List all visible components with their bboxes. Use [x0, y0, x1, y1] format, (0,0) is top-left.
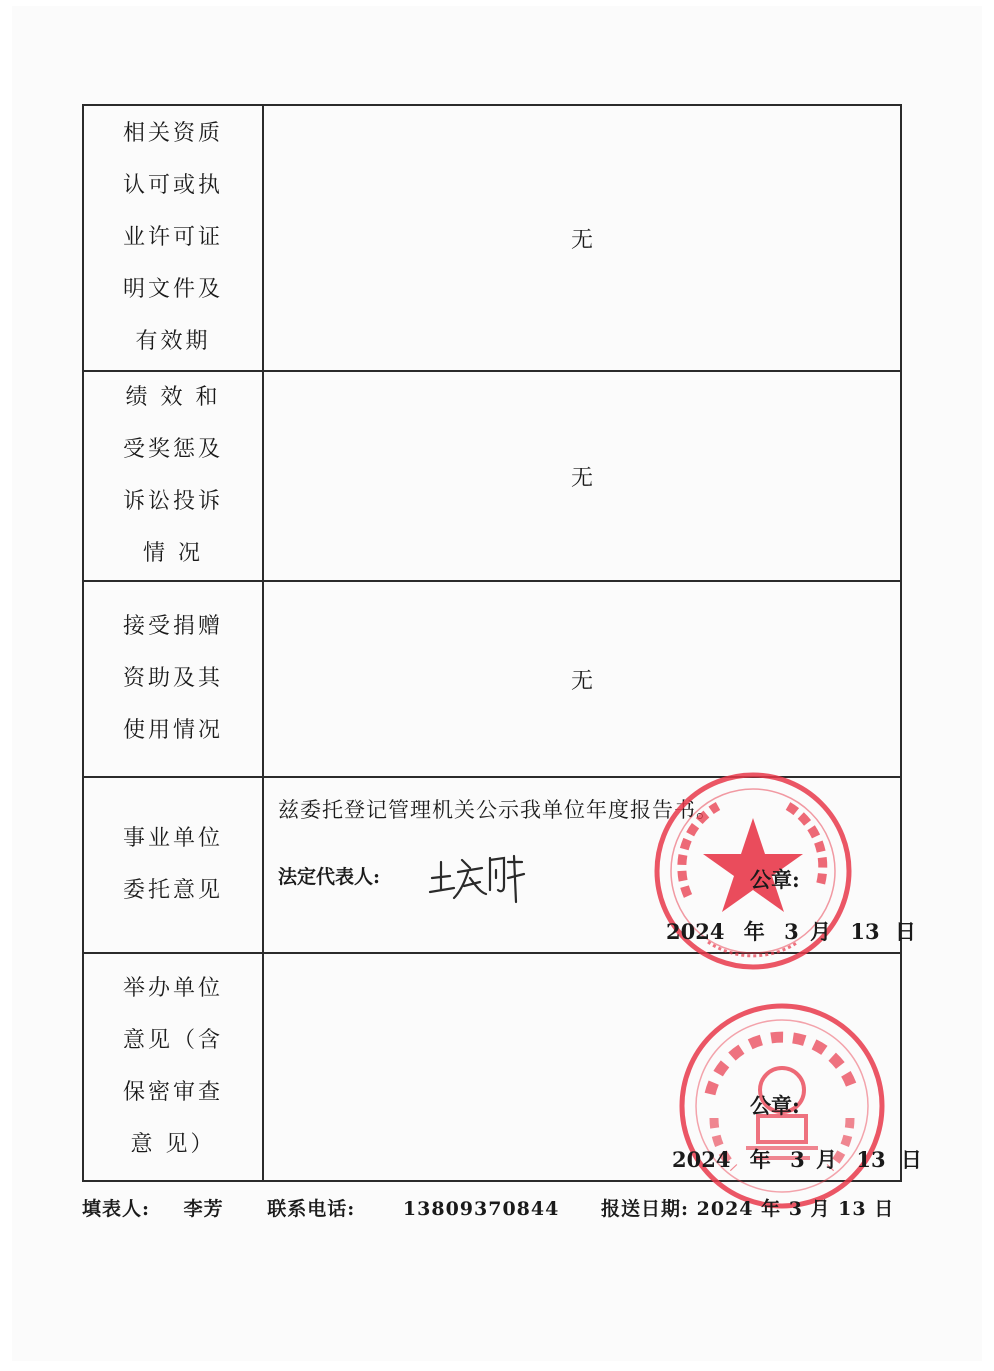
- label-line: 诉讼投诉: [122, 489, 223, 514]
- label-line: 认可或执: [122, 173, 223, 198]
- date-day: 13: [850, 919, 880, 944]
- filler-name: 李芳: [183, 1198, 224, 1220]
- sponsor-date: [672, 1144, 922, 1174]
- report-form-table: [82, 104, 922, 1182]
- label-line: 举办单位: [122, 976, 223, 1001]
- row-qualification: [83, 105, 901, 371]
- sponsor-seal-label: 公章:: [750, 1093, 800, 1118]
- date-month: 3: [790, 1147, 805, 1172]
- value-qualification: 无: [263, 105, 901, 371]
- label-line: 事业单位: [122, 826, 223, 851]
- report-date-label: 报送日期:: [600, 1198, 689, 1220]
- label-line: 委托意见: [122, 878, 223, 903]
- date-month-unit: 月: [816, 1147, 838, 1172]
- label-line: 明文件及: [122, 277, 223, 302]
- date-year: 2024: [672, 1147, 731, 1172]
- label-line: 意 见）: [130, 1132, 216, 1157]
- label-line: 绩 效 和: [125, 385, 221, 410]
- label-line: 受奖惩及: [122, 437, 223, 462]
- label-line: 意见（含: [122, 1028, 223, 1053]
- phone-number: 13809370844: [402, 1198, 560, 1220]
- label-line: 使用情况: [122, 718, 223, 743]
- date-day-unit: 日: [900, 1147, 922, 1172]
- date-year-unit: 年: [749, 1147, 771, 1172]
- row-donations: [83, 581, 901, 777]
- date-day: 13: [856, 1147, 886, 1172]
- label-line: 相关资质: [122, 121, 223, 146]
- date-year: 2024: [666, 919, 725, 944]
- report-date: 2024 年 3 月 13 日: [696, 1198, 895, 1220]
- label-sponsor: [83, 953, 263, 1181]
- row-sponsor: [83, 953, 901, 1181]
- delegation-statement: 兹委托登记管理机关公示我单位年度报告书。: [278, 798, 718, 822]
- value-donations: 无: [263, 581, 901, 777]
- form-footer: [82, 1194, 894, 1221]
- label-donations: [83, 581, 263, 777]
- date-year-unit: 年: [743, 919, 765, 944]
- signature: [424, 848, 534, 904]
- value-performance: 无: [263, 371, 901, 581]
- label-line: 保密审查: [122, 1080, 223, 1105]
- date-day-unit: 日: [894, 919, 916, 944]
- label-delegation: [83, 777, 263, 953]
- label-line: 业许可证: [122, 225, 223, 250]
- filler-label: 填表人:: [82, 1198, 151, 1220]
- sponsor-opinion-cell: [263, 953, 922, 1181]
- date-month-unit: 月: [810, 919, 832, 944]
- label-performance: [83, 371, 263, 581]
- label-line: 有效期: [135, 329, 211, 354]
- row-delegation: [83, 777, 901, 953]
- delegation-opinion-cell: [263, 777, 916, 953]
- date-month: 3: [784, 919, 799, 944]
- legal-rep-label: 法定代表人:: [278, 866, 381, 888]
- delegation-date: [666, 916, 916, 946]
- label-line: 接受捐赠: [122, 614, 223, 639]
- label-qualification: [83, 105, 263, 371]
- phone-label: 联系电话:: [267, 1198, 356, 1220]
- row-performance: [83, 371, 901, 581]
- label-line: 情 况: [143, 541, 203, 566]
- label-line: 资助及其: [122, 666, 223, 691]
- delegation-seal-label: 公章:: [750, 867, 800, 892]
